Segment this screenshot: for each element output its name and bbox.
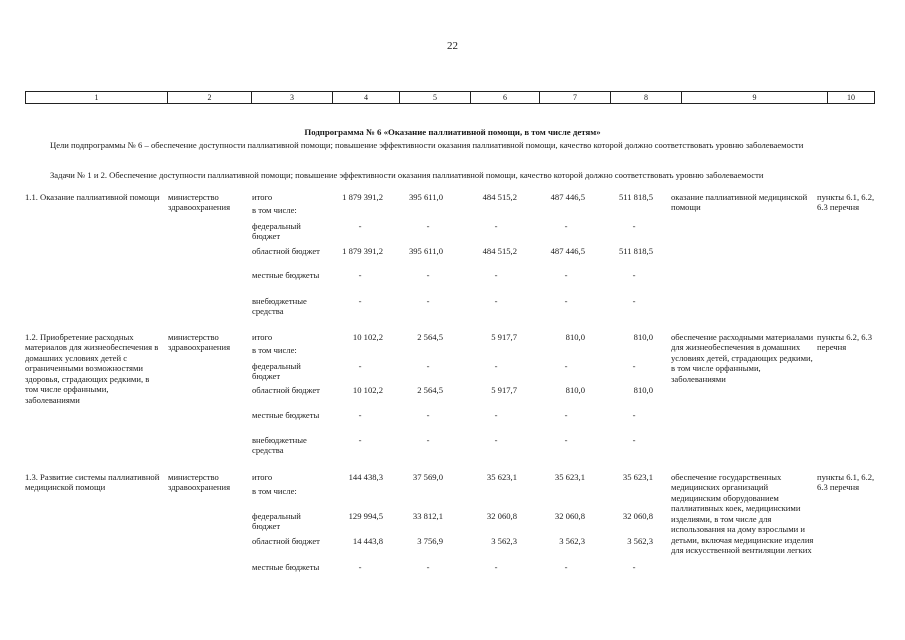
amount-federal: 32 060,8 [554,511,585,521]
including-label: в том числе: [252,205,297,215]
regional-budget-label: областной бюджет [252,536,320,546]
amount-federal: - [632,221,636,231]
amount-total: 35 623,1 [486,472,517,482]
amount-total: 35 623,1 [622,472,653,482]
federal-budget-label: федеральный бюджет [252,361,301,382]
amount-extrabudgetary: - [494,435,498,445]
amount-local: - [632,410,636,420]
amount-federal: 32 060,8 [622,511,653,521]
amount-total: 511 818,5 [618,192,653,202]
amount-local: - [632,562,636,572]
amount-local: - [494,270,498,280]
amount-federal: - [358,221,362,231]
amount-federal: - [564,361,568,371]
subprogram-goals: Цели подпрограммы № 6 – обеспечение доступности паллиативной помощи; повышение эффективности оказания паллиативной помощи, качество которой должно соответствовать уровню заболеваемости [50,140,804,150]
amount-total: 484 515,2 [482,192,517,202]
amount-extrabudgetary: - [632,435,636,445]
amount-total: 144 438,3 [348,472,383,482]
header-cell: 3 [252,92,333,104]
amount-total: 2 564,5 [417,332,443,342]
local-budget-label: местные бюджеты [252,270,320,280]
amount-local: - [494,562,498,572]
amount-local: - [426,270,430,280]
itogo-label: итого [252,332,273,342]
activity-name: 1.3. Развитие системы паллиативной медицинской помощи [25,472,160,493]
amount-regional: 487 446,5 [550,246,585,256]
including-label: в том числе: [252,486,297,496]
amount-total: 37 569,0 [412,472,443,482]
header-cell: 7 [540,92,611,104]
amount-local: - [564,270,568,280]
activity-name: 1.1. Оказание паллиативной помощи [25,192,160,202]
amount-regional: 3 756,9 [417,536,443,546]
amount-federal: - [426,221,430,231]
page-number: 22 [447,40,458,52]
amount-total: 35 623,1 [554,472,585,482]
amount-regional: 3 562,3 [559,536,585,546]
amount-federal: - [494,221,498,231]
expected-result: обеспечение расходными материалами для жизнеобеспечения в домашних условиях детей, страдающих редкими, в том числе орфанными, заболеваниями [671,332,814,384]
header-cell: 8 [611,92,682,104]
extrabudgetary-label: внебюджетные средства [252,435,307,456]
regional-budget-label: областной бюджет [252,246,320,256]
amount-federal: 32 060,8 [486,511,517,521]
amount-local: - [358,410,362,420]
amount-extrabudgetary: - [426,296,430,306]
amount-federal: 129 994,5 [348,511,383,521]
activity-name: 1.2. Приобретение расходных материалов для жизнеобеспечения в домашних условиях детей с ограниченными возможностями здоровья, страдающих редкими, в том числе орфанными, заболеваниями [25,332,159,405]
header-cell: 1 [26,92,168,104]
amount-regional: 511 818,5 [618,246,653,256]
expected-result: обеспечение государственных медицинских организаций медицинским оборудованием паллиативных коек, медицинскими изделиями, в том числе для использования на дому взрослыми и детьми, включая медицинские изделия для искусственной вентиляции легких [671,472,814,556]
amount-extrabudgetary: - [632,296,636,306]
amount-federal: - [494,361,498,371]
expected-result: оказание паллиативной медицинской помощи [671,192,808,213]
amount-federal: - [564,221,568,231]
amount-regional: 2 564,5 [417,385,443,395]
amount-local: - [358,270,362,280]
amount-federal: - [358,361,362,371]
amount-regional: 810,0 [565,385,585,395]
amount-total: 810,0 [565,332,585,342]
amount-total: 10 102,2 [352,332,383,342]
subprogram-title: Подпрограмма № 6 «Оказание паллиативной помощи, в том числе детям» [304,127,601,137]
amount-total: 395 611,0 [408,192,443,202]
column-number-header [25,91,875,104]
extrabudgetary-label: внебюджетные средства [252,296,307,317]
executor: министерство здравоохранения [168,472,231,493]
amount-total: 1 879 391,2 [342,192,383,202]
subprogram-tasks: Задачи № 1 и 2. Обеспечение доступности паллиативной помощи; повышение эффективности оказания паллиативной помощи, качество которой должно соответствовать уровню заболеваемости [50,170,764,180]
amount-local: - [494,410,498,420]
amount-regional: 3 562,3 [627,536,653,546]
amount-local: - [358,562,362,572]
federal-budget-label: федеральный бюджет [252,511,301,532]
executor: министерство здравоохранения [168,192,231,213]
executor: министерство здравоохранения [168,332,231,353]
amount-regional: 484 515,2 [482,246,517,256]
amount-extrabudgetary: - [494,296,498,306]
amount-regional: 5 917,7 [491,385,517,395]
header-cell: 4 [333,92,400,104]
amount-regional: 395 611,0 [408,246,443,256]
amount-total: 810,0 [633,332,653,342]
amount-total: 487 446,5 [550,192,585,202]
amount-regional: 10 102,2 [352,385,383,395]
local-budget-label: местные бюджеты [252,562,320,572]
amount-local: - [426,410,430,420]
amount-total: 5 917,7 [491,332,517,342]
amount-extrabudgetary: - [358,296,362,306]
indicator-reference: пункты 6.2, 6.3 перечня [817,332,873,353]
amount-extrabudgetary: - [426,435,430,445]
amount-local: - [632,270,636,280]
federal-budget-label: федеральный бюджет [252,221,301,242]
including-label: в том числе: [252,345,297,355]
amount-federal: - [426,361,430,371]
local-budget-label: местные бюджеты [252,410,320,420]
amount-federal: - [632,361,636,371]
amount-local: - [564,562,568,572]
indicator-reference: пункты 6.1, 6.2, 6.3 перечня [817,192,875,213]
amount-extrabudgetary: - [358,435,362,445]
itogo-label: итого [252,472,273,482]
header-cell: 9 [682,92,828,104]
amount-regional: 810,0 [633,385,653,395]
amount-local: - [564,410,568,420]
amount-regional: 14 443,8 [352,536,383,546]
amount-local: - [426,562,430,572]
header-cell: 5 [400,92,471,104]
amount-regional: 3 562,3 [491,536,517,546]
header-cell: 2 [168,92,252,104]
regional-budget-label: областной бюджет [252,385,320,395]
amount-federal: 33 812,1 [412,511,443,521]
amount-extrabudgetary: - [564,435,568,445]
amount-regional: 1 879 391,2 [342,246,383,256]
header-cell: 6 [471,92,540,104]
indicator-reference: пункты 6.1, 6.2, 6.3 перечня [817,472,875,493]
amount-extrabudgetary: - [564,296,568,306]
header-cell: 10 [828,92,875,104]
itogo-label: итого [252,192,273,202]
